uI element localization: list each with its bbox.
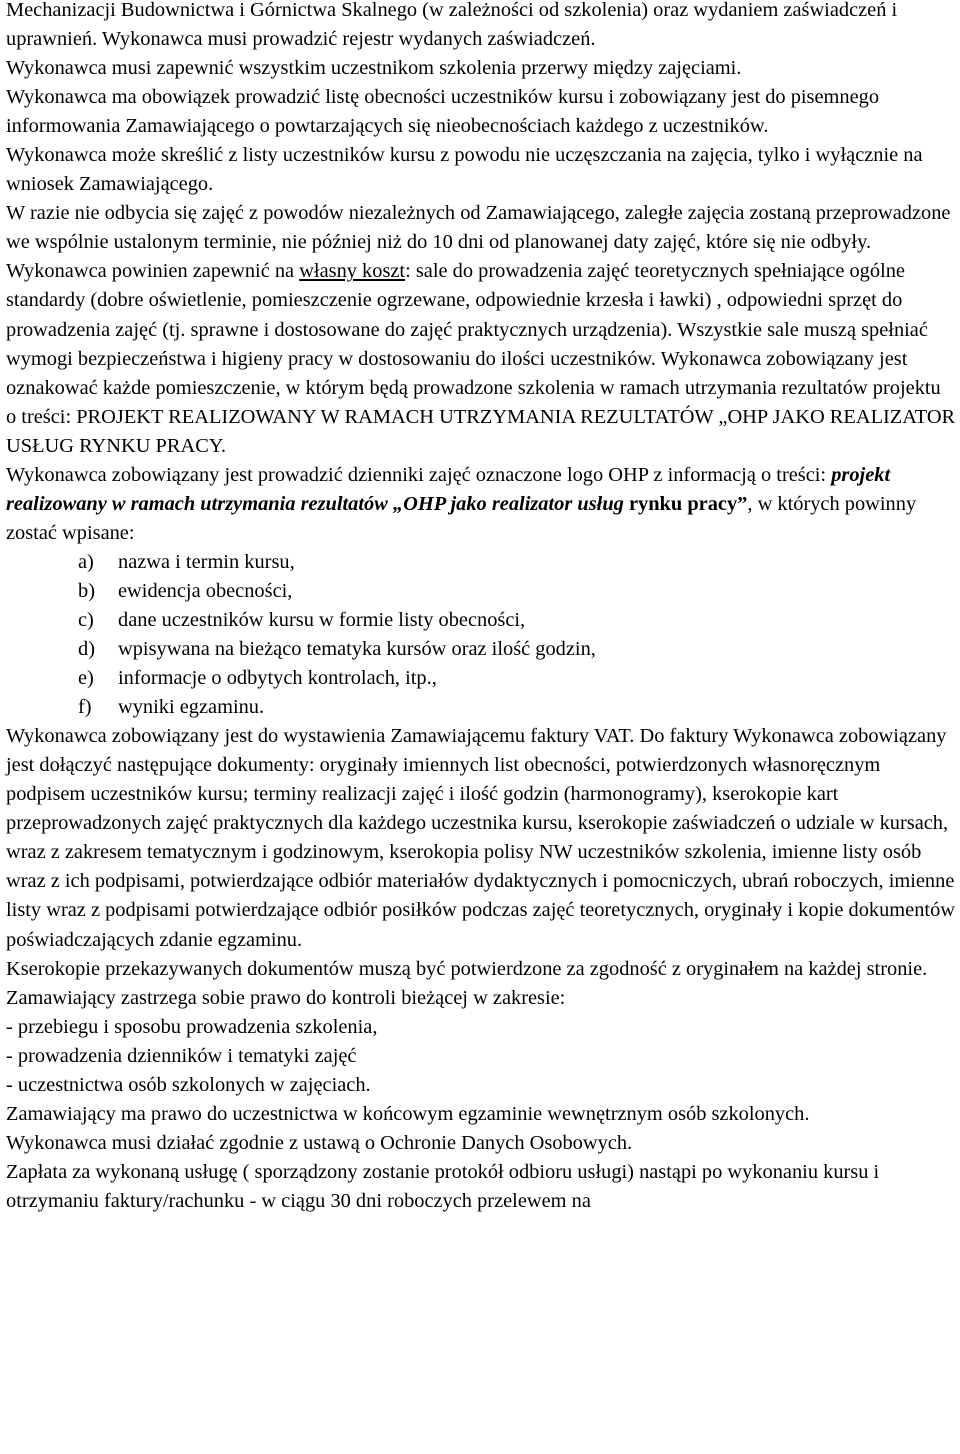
list-item-text: ewidencja obecności, (118, 579, 293, 602)
paragraph-attendance-list: Wykonawca ma obowiązek prowadzić listę obecności uczestników kursu i zobowiązany jest do pisemnego informowania Zamawiającego o powtarzających się nieobecnościach każdego z uczestników. (6, 86, 880, 138)
list-item (6, 548, 956, 577)
list-item (6, 693, 956, 722)
list-item-marker: a) (78, 550, 94, 573)
list-item-text: informacje o odbytych kontrolach, itp., (118, 667, 437, 690)
journal-items-list (6, 548, 956, 722)
list-item-marker: d) (78, 638, 95, 661)
paragraph-invoice: Wykonawca zobowiązany jest do wystawienia Zamawiającemu faktury VAT. Do faktury Wykonawca zobowiązany jest dołączyć następujące dokumenty: oryginały imiennych list obecności, potwierdzonych własnoręcznym podpisem uczestników kursu; terminy realizacji zajęć i ilość godzin (harmonogramy), kserokopie kart przeprowadzonych zajęć praktycznych dla każdego uczestnika kursu, kserokopie zaświadczeń o udziale w kursach, wraz z zakresem tematycznym i godzinowym, kserokopia polisy NW uczestników szkolenia, imienne listy osób wraz z ich podpisami, potwierdzające odbiór materiałów dydaktycznych i pomocniczych, ubrań roboczych, imienne listy wraz z podpisami potwierdzające odbiór posiłków podczas zajęć teoretycznych, oryginały i kopie dokumentów poświadczających zdanie egzaminu. (6, 725, 956, 951)
journals-project-label-end: rynku pracy” (623, 492, 748, 515)
list-item-text: wyniki egzaminu. (118, 696, 265, 719)
rooms-text-end: : sale do prowadzenia zajęć teoretycznych spełniające ogólne standardy (dobre oświetlenie, pomieszczenie ogrzewane, odpowiednie krzesła i ławki) , odpowiedni sprzęt do prowadzenia zajęć (tj. sprawne i dostosowane do zajęć praktycznych urządzenia). Wszystkie sale muszą spełniać wymogi bezpieczeństwa i higieny pracy w dostosowaniu do ilości uczestników. Wykonawca zobowiązany jest oznakować każde pomieszczenie, w którym będą prowadzone szkolenia w ramach utrzymania rezultatów projektu o treści: PROJEKT REALIZOWANY W RAMACH UTRZYMANIA REZULTATÓW „OHP JAKO REALIZATOR USŁUG RYNKU PRACY. (6, 260, 956, 457)
journals-text-end: , w których powinny zostać wpisane: (6, 492, 917, 544)
control-item-journals: - prowadzenia dzienników i tematyki zajęć (6, 1044, 357, 1067)
paragraph-data-protection: Wykonawca musi działać zgodnie z ustawą o Ochronie Danych Osobowych. (6, 1131, 633, 1154)
list-item-marker: f) (78, 696, 92, 719)
journals-text-start: Wykonawca zobowiązany jest prowadzić dzienniki zajęć oznaczone logo OHP z informacją o treści: (6, 463, 832, 486)
control-item-participation: - uczestnictwa osób szkolonych w zajęciach. (6, 1073, 371, 1096)
control-item-course: - przebiegu i sposobu prowadzenia szkolenia, (6, 1015, 378, 1038)
rooms-text-start: Wykonawca powinien zapewnić na (6, 260, 300, 283)
paragraph-payment: Zapłata za wykonaną usługę ( sporządzony zostanie protokół odbioru usługi) nastąpi po wykonaniu kursu i otrzymaniu faktury/rachunku - w ciągu 30 dni roboczych przelewem na (6, 1160, 880, 1212)
rooms-own-cost: własny koszt (299, 260, 406, 283)
paragraph-certificates: Mechanizacji Budownictwa i Górnictwa Skalnego (w zależności od szkolenia) oraz wydaniem zaświadczeń i uprawnień. Wykonawca musi prowadzić rejestr wydanych zaświadczeń. (6, 0, 898, 51)
list-item (6, 606, 956, 635)
list-item-marker: e) (78, 667, 94, 690)
list-item-marker: b) (78, 579, 95, 602)
paragraph-final-exam: Zamawiający ma prawo do uczestnictwa w końcowym egzaminie wewnętrznym osób szkolonych. (6, 1102, 810, 1125)
list-item-text: wpisywana na bieżąco tematyka kursów oraz ilość godzin, (118, 638, 596, 661)
paragraph-missed-classes: W razie nie odbycia się zajęć z powodów niezależnych od Zamawiającego, zaległe zajęcia zostaną przeprowadzone we wspólnie ustalonym terminie, nie później niż do 10 dni od planowanej daty zajęć, które się nie odbyły. (6, 202, 951, 254)
paragraph-removal: Wykonawca może skreślić z listy uczestników kursu z powodu nie uczęszczania na zajęcia, tylko i wyłącznie na wniosek Zamawiającego. (6, 144, 923, 196)
paragraph-rooms (6, 257, 956, 460)
paragraph-breaks: Wykonawca musi zapewnić wszystkim uczestnikom szkolenia przerwy między zajęciami. (6, 57, 742, 80)
paragraph-control: Zamawiający zastrzega sobie prawo do kontroli bieżącej w zakresie: (6, 986, 566, 1009)
list-item-marker: c) (78, 608, 94, 631)
list-item (6, 664, 956, 693)
document-page (6, 0, 956, 1216)
list-item (6, 577, 956, 606)
paragraph-journals (6, 461, 956, 548)
journals-project-label: projekt realizowany w ramach utrzymania rezultatów „OHP jako realizator usług (6, 463, 891, 515)
paragraph-copies: Kserokopie przekazywanych dokumentów muszą być potwierdzone za zgodność z oryginałem na każdej stronie. (6, 957, 928, 980)
list-item-text: nazwa i termin kursu, (118, 550, 295, 573)
list-item-text: dane uczestników kursu w formie listy obecności, (118, 608, 526, 631)
list-item (6, 635, 956, 664)
